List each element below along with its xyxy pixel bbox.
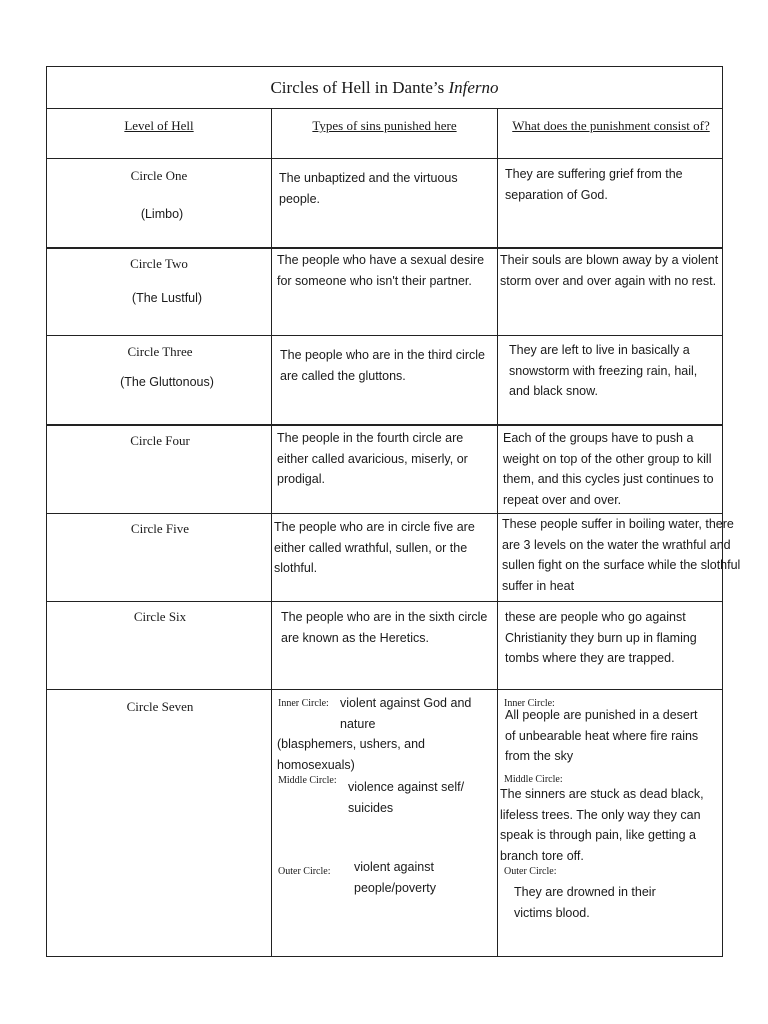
row-divider	[47, 158, 722, 159]
inner-circle-punishment: All people are punished in a desert of unbearable heat where fire rains from the sky	[505, 708, 699, 763]
inner-circle-label: Inner Circle:	[278, 698, 329, 709]
row-4-sins: The people in the fourth circle are either called avaricious, miserly, or prodigal.	[277, 431, 468, 486]
row-3-sins: The people who are in the third circle are called the gluttons.	[280, 348, 485, 383]
middle-circle-label: Middle Circle:	[278, 775, 337, 786]
middle-circle-punishment-label: Middle Circle:	[504, 774, 563, 785]
row-7-level: Circle Seven	[126, 699, 194, 714]
row-divider	[47, 335, 722, 336]
row-6-level: Circle Six	[133, 609, 187, 624]
row-4-level: Circle Four	[130, 433, 190, 448]
inner-circle-sin-extra: (blasphemers, ushers, and homosexuals)	[277, 737, 425, 772]
row-2-sins: The people who have a sexual desire for someone who isn't their partner.	[277, 253, 485, 288]
column-divider-2	[497, 108, 498, 956]
row-1-sins: The unbaptized and the virtuous people.	[279, 171, 458, 206]
row-2-level: Circle Two	[130, 256, 188, 271]
outer-circle-punishment-label: Outer Circle:	[504, 866, 557, 877]
row-4-punishment: Each of the groups have to push a weight on top of the other group to kill them, and this cycles just continues to repeat over and over.	[503, 431, 714, 507]
outer-circle-punishment: They are drowned in their victims blood.	[514, 885, 656, 920]
middle-circle-punishment: The sinners are stuck as dead black, lifeless trees. The only way they can speak is through pain, like getting a branch tore off.	[500, 787, 704, 863]
row-2-sub: (The Lustful)	[131, 291, 203, 305]
header-level: Level of Hell	[124, 118, 194, 133]
row-1-level: Circle One	[130, 168, 188, 183]
outer-circle-sin: violent against people/poverty	[354, 860, 437, 895]
header-sins: Types of sins punished here	[312, 118, 457, 133]
table-title	[47, 67, 722, 109]
inner-circle-sin: violent against God and nature	[340, 696, 472, 731]
row-3-sub: (The Gluttonous)	[120, 375, 214, 389]
circles-table	[46, 66, 741, 957]
row-1-punishment: They are suffering grief from the separation of God.	[505, 167, 683, 202]
row-divider	[47, 601, 722, 602]
row-divider	[47, 424, 722, 426]
row-divider	[47, 689, 722, 690]
inner-circle-punishment-label: Inner Circle:	[504, 698, 555, 709]
title-text: Circles of Hell in Dante’s	[270, 78, 449, 97]
row-3-level: Circle Three	[127, 344, 193, 359]
outer-circle-label: Outer Circle:	[278, 866, 331, 877]
row-5-level: Circle Five	[130, 521, 190, 536]
header-punishment: What does the punishment consist of?	[512, 118, 710, 133]
row-6-sins: The people who are in the sixth circle are known as the Heretics.	[281, 610, 488, 645]
row-2-punishment: Their souls are blown away by a violent storm over and over again with no rest.	[500, 253, 719, 288]
row-divider	[47, 247, 722, 249]
row-5-sins: The people who are in circle five are either called wrathful, sullen, or the slothful.	[274, 520, 475, 575]
title-italic: Inferno	[448, 78, 499, 97]
middle-circle-sin: violence against self/ suicides	[348, 780, 465, 815]
row-3-punishment: They are left to live in basically a snowstorm with freezing rain, hail, and black snow.	[509, 343, 698, 398]
row-5-punishment: These people suffer in boiling water, there are 3 levels on the water the wrathful and sullen fight on the surface while the slothful suffer in heat	[502, 517, 741, 593]
row-1-sub: (Limbo)	[140, 207, 184, 221]
row-6-punishment: these are people who go against Christianity they burn up in flaming tombs where they are trapped.	[505, 610, 697, 665]
